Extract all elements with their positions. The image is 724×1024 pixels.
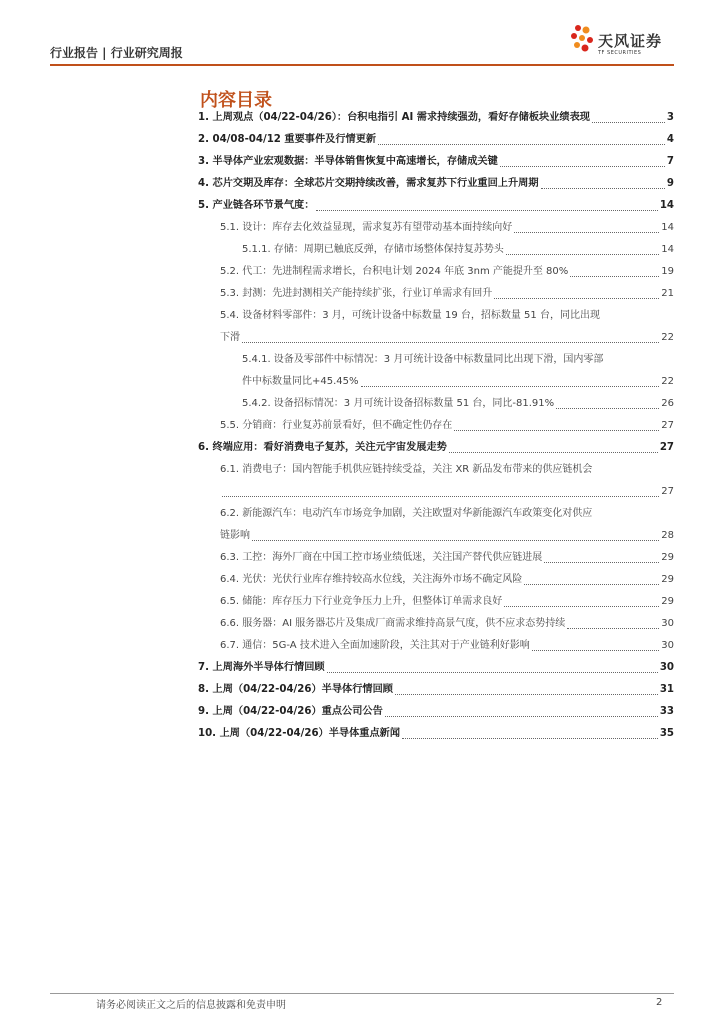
toc-entry[interactable] [198, 349, 674, 393]
toc-entry-page: 28 [661, 530, 674, 541]
toc-entry-text: 5. 产业链各环节景气度： [198, 200, 315, 211]
toc-entry-page: 26 [661, 398, 674, 409]
toc-leader-dots [514, 232, 659, 233]
logo-chinese-name: 天风证券 [598, 32, 663, 50]
toc-entry[interactable] [198, 569, 674, 591]
toc-entry[interactable] [198, 261, 674, 283]
toc-entry-text: 5.1. 设计：库存去化效益显现，需求复苏有望带动基本面持续向好 [220, 222, 513, 233]
toc-entry-text: 5.4.2. 设备招标情况：3 月可统计设备招标数量 51 台，同比-81.91% [242, 398, 555, 409]
toc-entry[interactable] [198, 195, 674, 217]
toc-entry-text-continued: 链影响 [220, 530, 250, 541]
toc-entry-text: 8. 上周（04/22-04/26）半导体行情回顾 [198, 684, 393, 695]
toc-entry-text: 4. 芯片交期及库存：全球芯片交期持续改善，需求复苏下行业重回上升周期 [198, 178, 539, 189]
toc-entry-page: 27 [661, 420, 674, 431]
toc-entry[interactable] [198, 415, 674, 437]
toc-entry-text: 10. 上周（04/22-04/26）半导体重点新闻 [198, 728, 401, 739]
toc-leader-dots [592, 122, 665, 123]
toc-entry[interactable] [198, 151, 674, 173]
toc-entry[interactable] [198, 657, 674, 679]
toc-entry-page: 29 [661, 552, 674, 563]
toc-leader-dots [395, 694, 658, 695]
toc-leader-dots [402, 738, 658, 739]
toc-entry-page: 27 [659, 442, 674, 453]
toc-leader-dots [570, 276, 659, 277]
toc-entry-page: 9 [666, 178, 674, 189]
toc-entry-text: 1. 上周观点（04/22-04/26）：台积电指引 AI 需求持续强劲，看好存储板块业绩表现 [198, 112, 590, 123]
toc-entry-text: 5.5. 分销商：行业复苏前景看好，但不确定性仍存在 [220, 420, 453, 431]
toc-entry-page: 29 [661, 596, 674, 607]
toc-leader-dots [556, 408, 659, 409]
footer-divider [50, 993, 674, 994]
toc-entry[interactable] [198, 591, 674, 613]
toc-leader-dots [532, 650, 659, 651]
toc-leader-dots [544, 562, 659, 563]
toc-entry-page: 30 [659, 662, 674, 673]
header-title: 行业报告 | 行业研究周报 [50, 46, 183, 60]
header-divider [50, 64, 674, 66]
toc-entry[interactable] [198, 393, 674, 415]
toc-entry-page: 35 [659, 728, 674, 739]
toc-entry-page: 27 [661, 486, 674, 497]
toc-entry-page: 19 [661, 266, 674, 277]
logo-english-name: TF SECURITIES [598, 50, 642, 56]
toc-entry[interactable] [198, 217, 674, 239]
toc-entry-page: 30 [661, 618, 674, 629]
toc-leader-dots [316, 210, 657, 211]
toc-entry-text: 3. 半导体产业宏观数据：半导体销售恢复中高速增长，存储成关键 [198, 156, 498, 167]
toc-leader-dots [500, 166, 665, 167]
toc-entry-page: 33 [659, 706, 674, 717]
toc-entry[interactable] [198, 547, 674, 569]
toc-leader-dots [541, 188, 665, 189]
toc-leader-dots [494, 298, 659, 299]
toc-entry-page: 14 [661, 244, 674, 255]
toc-entry-page: 4 [666, 134, 674, 145]
toc-leader-dots [222, 496, 659, 497]
toc-entry[interactable] [198, 679, 674, 701]
toc-entry-text: 5.4.1. 设备及零部件中标情况：3 月可统计设备中标数量同比出现下滑，国内零部 [242, 354, 604, 365]
footer-disclaimer: 请务必阅读正文之后的信息披露和免责申明 [96, 1000, 286, 1011]
toc-entry-text: 5.4. 设备材料零部件：3 月，可统计设备中标数量 19 台，招标数量 51 台，同比出现 [220, 310, 600, 321]
toc-leader-dots [378, 144, 665, 145]
toc-title: 内容目录 [200, 90, 272, 111]
toc-leader-dots [504, 606, 659, 607]
toc-entry-page: 22 [661, 332, 674, 343]
toc-entry-page: 3 [666, 112, 674, 123]
toc-entry-text: 5.1.1. 存储：周期已触底反弹，存储市场整体保持复苏势头 [242, 244, 504, 255]
toc-leader-dots [506, 254, 659, 255]
toc-entry[interactable] [198, 503, 674, 547]
toc-entry-text: 6.7. 通信：5G-A 技术进入全面加速阶段，关注其对于产业链利好影响 [220, 640, 530, 651]
toc-leader-dots [252, 540, 659, 541]
toc-entry-page: 22 [661, 376, 674, 387]
footer-page-number: 2 [656, 997, 663, 1008]
toc-entry[interactable] [198, 701, 674, 723]
toc-entry-text-continued: 件中标数量同比+45.45% [242, 376, 359, 387]
toc-entry-page: 30 [661, 640, 674, 651]
toc-leader-dots [242, 342, 659, 343]
toc-entry[interactable] [198, 613, 674, 635]
toc-entry-text: 6.1. 消费电子：国内智能手机供应链持续受益，关注 XR 新品发布带来的供应链机会 [220, 464, 593, 475]
toc-entry-text: 6.4. 光伏：光伏行业库存维持较高水位线，关注海外市场不确定风险 [220, 574, 523, 585]
toc-entry[interactable] [198, 107, 674, 129]
toc-entry[interactable] [198, 239, 674, 261]
toc-entry-page: 29 [661, 574, 674, 585]
toc-leader-dots [454, 430, 659, 431]
toc-entry-text: 6. 终端应用：看好消费电子复苏，关注元宇宙发展走势 [198, 442, 447, 453]
toc-entry-page: 21 [661, 288, 674, 299]
toc-entry-page: 7 [666, 156, 674, 167]
toc-entry-text: 2. 04/08-04/12 重要事件及行情更新 [198, 134, 377, 145]
toc-leader-dots [524, 584, 659, 585]
toc-entry-text: 6.3. 工控：海外厂商在中国工控市场业绩低迷，关注国产替代供应链进展 [220, 552, 543, 563]
toc-entry-page: 14 [659, 200, 674, 211]
toc-entry-text: 5.3. 封测：先进封测相关产能持续扩张，行业订单需求有回升 [220, 288, 493, 299]
toc-entry-text: 6.2. 新能源汽车：电动汽车市场竞争加剧，关注欧盟对华新能源汽车政策变化对供应 [220, 508, 593, 519]
toc-entry-text: 7. 上周海外半导体行情回顾 [198, 662, 325, 673]
toc-entry-page: 31 [659, 684, 674, 695]
toc-entry[interactable] [198, 305, 674, 349]
toc-entry[interactable] [198, 459, 674, 503]
toc-entry[interactable] [198, 437, 674, 459]
toc-leader-dots [361, 386, 660, 387]
toc-entry[interactable] [198, 723, 674, 745]
toc-entry-page: 14 [661, 222, 674, 233]
toc-entry[interactable] [198, 283, 674, 305]
toc-entry-text: 6.6. 服务器：AI 服务器芯片及集成厂商需求维持高景气度，供不应求态势持续 [220, 618, 566, 629]
toc-entry-text-continued: 下滑 [220, 332, 240, 343]
toc-entry[interactable] [198, 129, 674, 151]
toc-leader-dots [567, 628, 659, 629]
toc-entry[interactable] [198, 173, 674, 195]
toc-entry-text: 6.5. 储能：库存压力下行业竞争压力上升，但整体订单需求良好 [220, 596, 503, 607]
toc-entry-text: 5.2. 代工：先进制程需求增长，台积电计划 2024 年底 3nm 产能提升至 80% [220, 266, 569, 277]
toc-leader-dots [385, 716, 658, 717]
toc-leader-dots [449, 452, 658, 453]
toc-entry[interactable] [198, 635, 674, 657]
table-of-contents [198, 107, 674, 745]
toc-entry-text: 9. 上周（04/22-04/26）重点公司公告 [198, 706, 383, 717]
toc-leader-dots [327, 672, 658, 673]
